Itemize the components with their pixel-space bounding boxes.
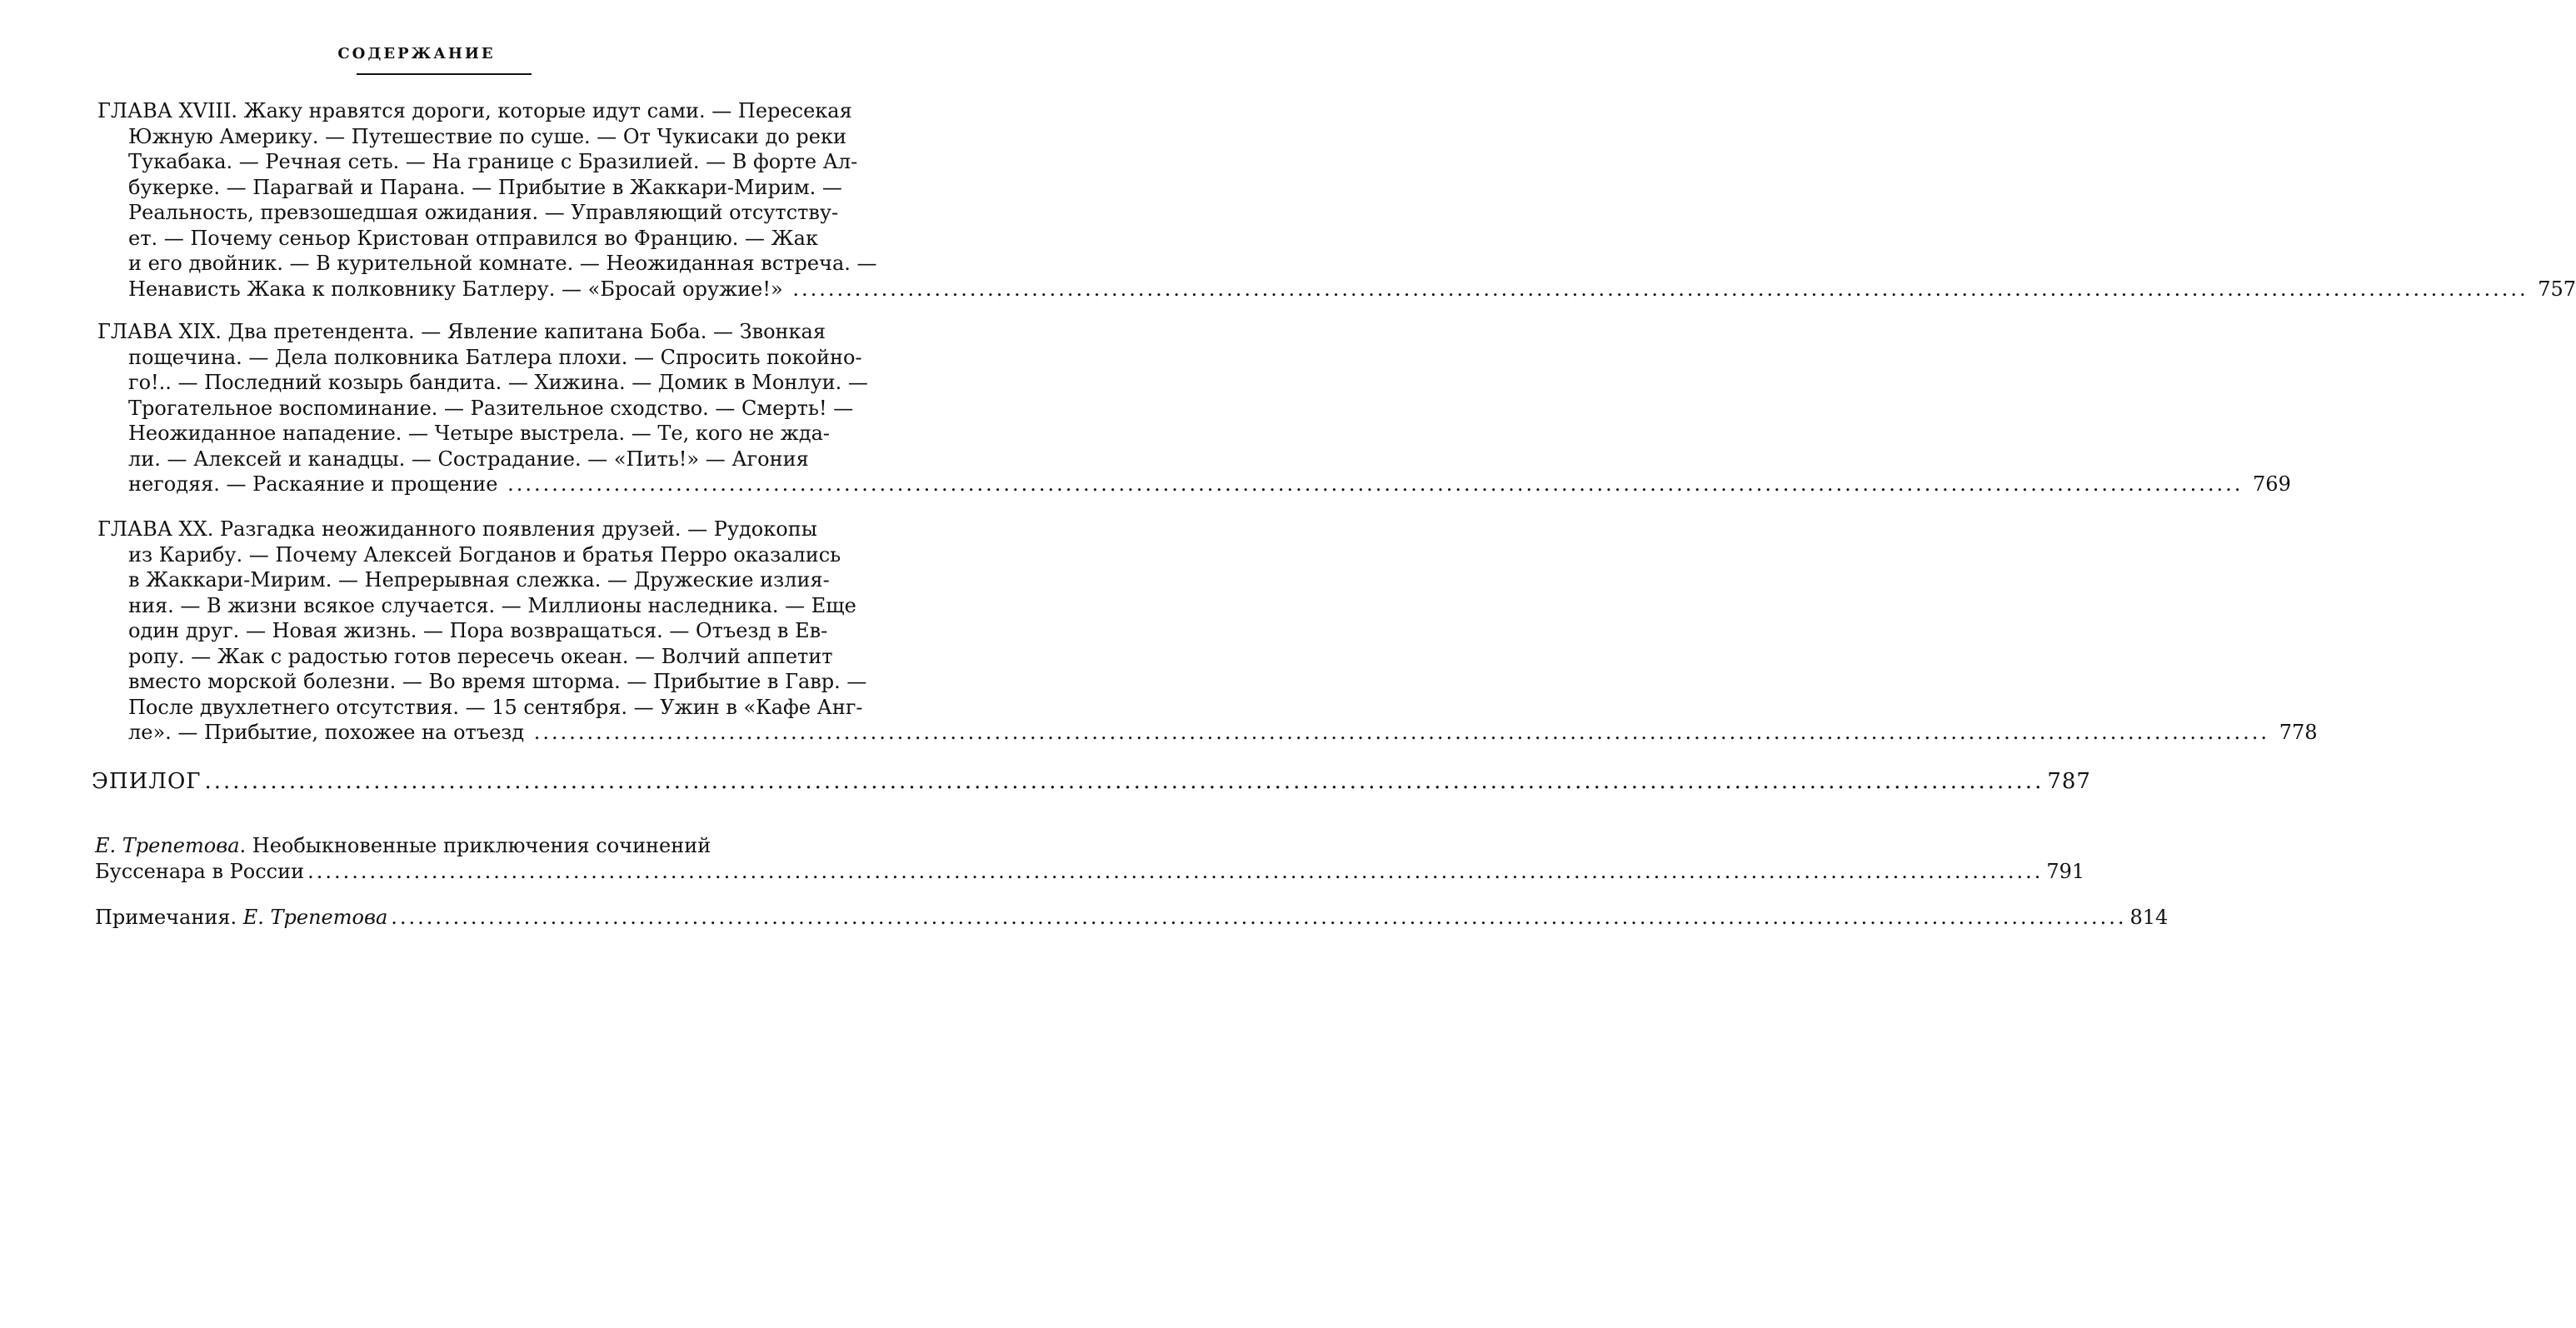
page-number: 778 [2279, 721, 2318, 744]
page-title: СОДЕРЖАНИЕ [337, 45, 496, 62]
toc-entry-chapter-18[interactable] [97, 98, 2576, 302]
entry-line: Ненависть Жака к полковнику Батлеру. — «Бросай оружие!» [128, 277, 783, 301]
entry-line: букерке. — Парагвай и Парана. — Прибытие в Жаккари-Мирим. — [128, 175, 842, 199]
title-underline [357, 73, 532, 75]
entry-line: Трогательное воспоминание. — Разительное сходство. — Смерть! — [128, 396, 854, 420]
entry-line: Южную Америку. — Путешествие по суше. — От Чукисаки до реки [128, 124, 846, 148]
toc-entry-notes[interactable] [95, 905, 2169, 931]
entry-line: вместо морской болезни. — Во время шторма. — Прибытие в Гавр. — [128, 670, 867, 693]
notes-author: Е. Трепетова [242, 906, 388, 929]
page-number: 769 [2253, 472, 2291, 496]
entry-line: Реальность, превзошедшая ожидания. — Управляющий отсутству- [128, 201, 839, 224]
entry-last-line [128, 720, 2318, 746]
toc-entry-essay[interactable] [95, 833, 2085, 885]
dot-leader [204, 768, 2044, 795]
essay-line-1 [95, 833, 790, 859]
entry-line: го!.. — Последний козырь бандита. — Хижина. — Домик в Монлуи. — [128, 371, 868, 394]
entry-line: ГЛАВА XX. Разгадка неожиданного появления друзей. — Рудокопы [97, 517, 817, 541]
entry-line: ния. — В жизни всякое случается. — Миллионы наследника. — Еще [128, 593, 856, 617]
toc-entry-chapter-20[interactable] [97, 517, 2318, 746]
toc-entry-chapter-19[interactable] [97, 319, 2291, 497]
essay-title-end: Буссенара в России [95, 860, 305, 883]
entry-line: ле». — Прибытие, похожее на отъезд [128, 721, 525, 744]
toc-entry-epilogue[interactable] [92, 768, 2091, 795]
entry-line: в Жаккари-Мирим. — Непрерывная слежка. — Дружеские излия- [128, 568, 830, 592]
entry-last-line [128, 277, 2576, 302]
page-number: 757 [2538, 277, 2576, 301]
essay-line-2 [95, 859, 2085, 885]
entry-line: Неожиданное нападение. — Четыре выстрела. — Те, кого не жда- [128, 422, 831, 445]
essay-author: Е. Трепетова [95, 834, 240, 857]
entry-line: один друг. — Новая жизнь. — Пора возвращаться. — Отъезд в Ев- [128, 619, 828, 642]
entry-line: ли. — Алексей и канадцы. — Сострадание. — «Пить!» — Агония [128, 447, 809, 471]
dot-leader [391, 905, 2126, 931]
page-number: 791 [2046, 860, 2085, 883]
entry-line: ГЛАВА XIX. Два претендента. — Явление капитана Боба. — Звонкая [97, 320, 826, 343]
entry-line: пощечина. — Дела полковника Батлера плохи. — Спросить покойно- [128, 345, 862, 369]
entry-line: ГЛАВА XVIII. Жаку нравятся дороги, которые идут сами. — Пересекая [97, 99, 852, 122]
dot-leader [507, 472, 2243, 496]
dot-leader [307, 859, 2043, 885]
epilogue-label: ЭПИЛОГ [92, 769, 202, 794]
entry-line: негодяя. — Раскаяние и прощение [128, 472, 498, 496]
entry-line: из Карибу. — Почему Алексей Богданов и братья Перро оказались [128, 542, 841, 567]
page-number: 814 [2129, 906, 2169, 929]
notes-label: Примечания. [95, 906, 237, 929]
entry-line: Тукабака. — Речная сеть. — На границе с Бразилией. — В форте Ал- [128, 150, 858, 173]
entry-line: ет. — Почему сеньор Кристован отправился во Францию. — Жак [128, 226, 818, 250]
entry-line: и его двойник. — В курительной комнате. — Неожиданная встреча. — [128, 252, 877, 275]
notes-label-wrap [95, 905, 387, 931]
entry-line: После двухлетнего отсутствия. — 15 сентября. — Ужин в «Кафе Анг- [128, 695, 863, 719]
dot-leader [534, 721, 2269, 744]
page-number: 787 [2047, 769, 2091, 794]
entry-last-line [128, 472, 2291, 497]
entry-line: ропу. — Жак с радостью готов пересечь океан. — Волчий аппетит [128, 644, 833, 668]
dot-leader [792, 277, 2528, 301]
essay-title-part: . Необыкновенные приключения сочинений [239, 834, 711, 857]
